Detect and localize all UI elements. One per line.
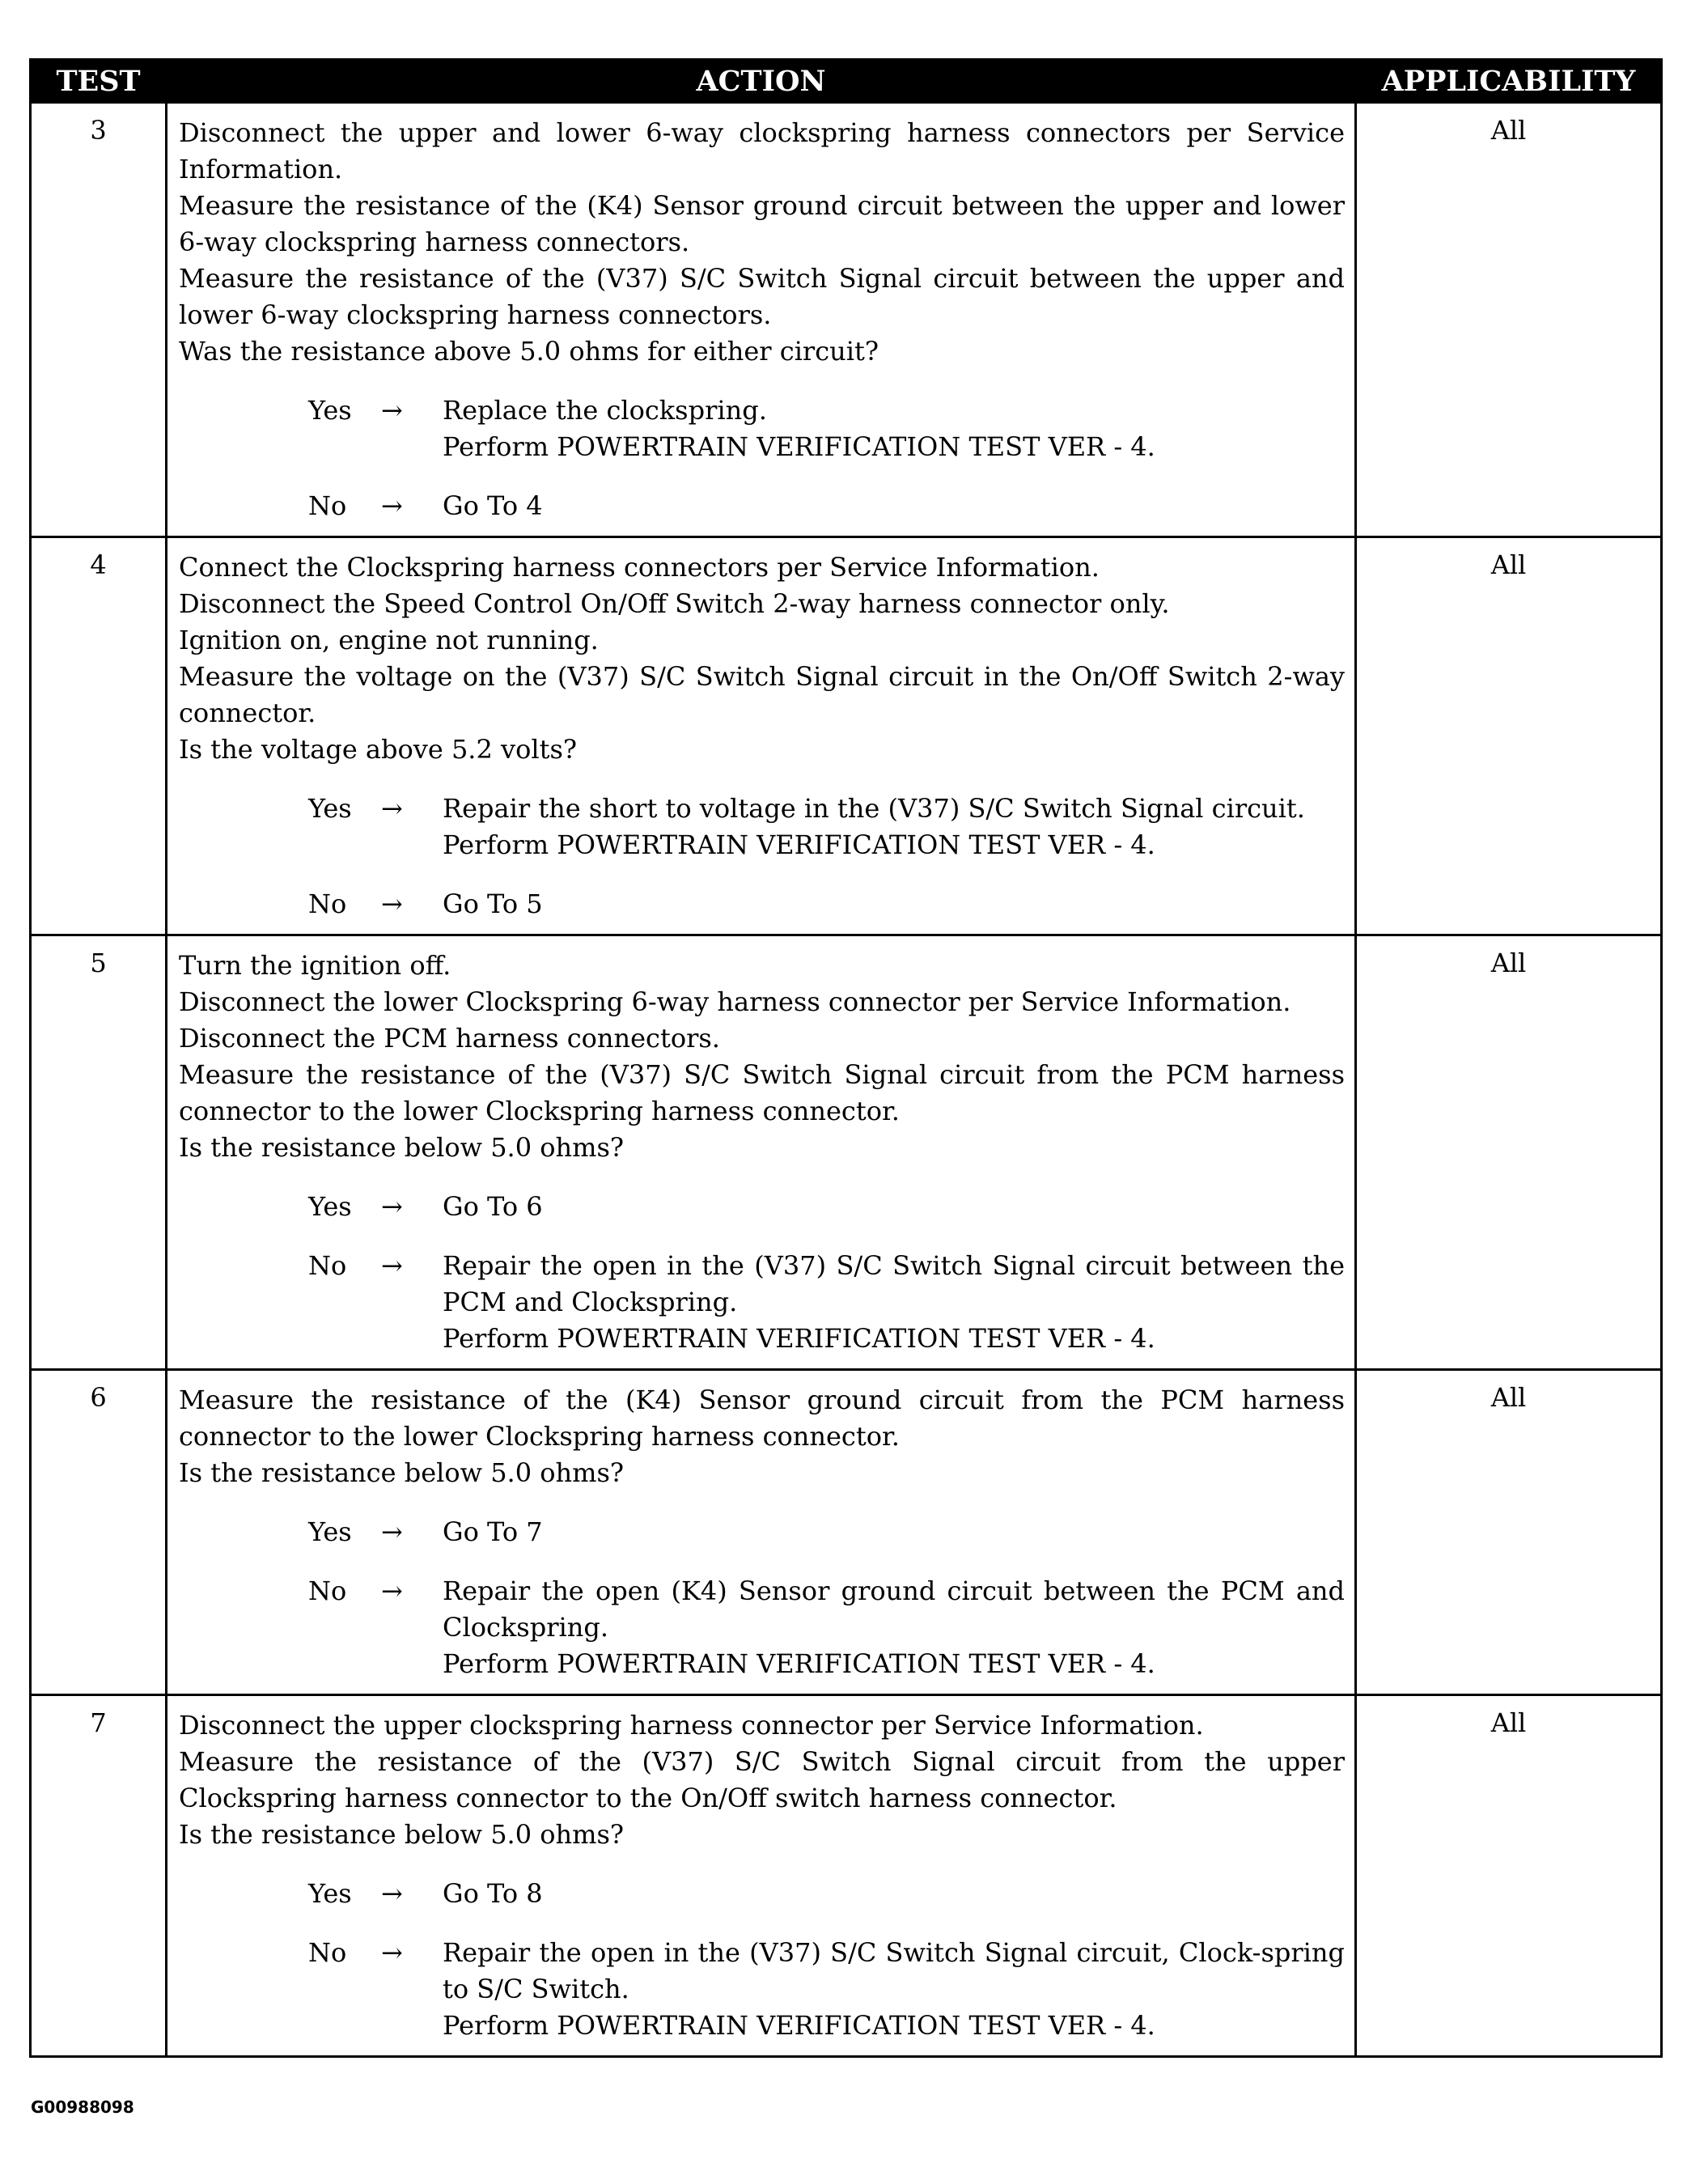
no-branch bbox=[179, 1935, 1345, 2044]
instruction-line: Measure the resistance of the (V37) S/C Switch Signal circuit from the PCM harness connector to the lower Clockspring harness connector. bbox=[179, 1059, 1345, 1126]
right-arrow-icon: → bbox=[381, 395, 403, 426]
yes-branch bbox=[179, 1876, 1345, 1912]
yes-branch bbox=[179, 392, 1345, 465]
result-line: Repair the open in the (V37) S/C Switch Signal circuit between the PCM and Clockspring. bbox=[443, 1250, 1345, 1317]
instruction-text bbox=[179, 948, 1345, 1166]
table-row bbox=[31, 1370, 1662, 1695]
instruction-text bbox=[179, 1382, 1345, 1491]
yes-result bbox=[443, 791, 1345, 863]
no-result bbox=[443, 886, 1345, 922]
right-arrow-icon: → bbox=[381, 793, 403, 824]
table-header-row bbox=[31, 60, 1662, 103]
yes-label: Yes bbox=[308, 1878, 352, 1909]
instruction-line: Measure the voltage on the (V37) S/C Switch Signal circuit in the On/Off Switch 2-way connector. bbox=[179, 661, 1345, 728]
result-line: Go To 7 bbox=[443, 1516, 543, 1547]
right-arrow-icon: → bbox=[381, 490, 403, 521]
no-label: No bbox=[308, 1575, 347, 1606]
instruction-line: Is the voltage above 5.2 volts? bbox=[179, 734, 578, 765]
result-line: Go To 6 bbox=[443, 1191, 543, 1222]
right-arrow-icon: → bbox=[381, 1575, 403, 1606]
instruction-line: Disconnect the upper and lower 6-way clockspring harness connectors per Service Information. bbox=[179, 117, 1345, 184]
applicability-cell: All bbox=[1356, 537, 1662, 935]
right-arrow-icon: → bbox=[381, 1250, 403, 1281]
action-cell bbox=[167, 1370, 1356, 1695]
action-cell bbox=[167, 935, 1356, 1370]
header-applicability: APPLICABILITY bbox=[1356, 60, 1662, 103]
action-cell bbox=[167, 103, 1356, 537]
instruction-text bbox=[179, 1707, 1345, 1853]
yes-branch bbox=[179, 1189, 1345, 1225]
yes-branch bbox=[179, 1514, 1345, 1550]
applicability-cell: All bbox=[1356, 1370, 1662, 1695]
result-line: Go To 4 bbox=[443, 490, 543, 521]
yes-result bbox=[443, 1514, 1345, 1550]
result-line: Go To 5 bbox=[443, 888, 543, 919]
result-line: Replace the clockspring. bbox=[443, 395, 767, 426]
applicability-cell: All bbox=[1356, 935, 1662, 1370]
no-branch bbox=[179, 1573, 1345, 1682]
result-line: Perform POWERTRAIN VERIFICATION TEST VER - 4. bbox=[443, 829, 1155, 860]
yes-result bbox=[443, 392, 1345, 465]
instruction-line: Disconnect the upper clockspring harness connector per Service Information. bbox=[179, 1710, 1204, 1741]
test-number: 6 bbox=[31, 1370, 167, 1695]
result-line: Perform POWERTRAIN VERIFICATION TEST VER - 4. bbox=[443, 431, 1155, 462]
instruction-text bbox=[179, 115, 1345, 370]
diagnostic-table-page bbox=[29, 58, 1660, 2058]
table-row bbox=[31, 935, 1662, 1370]
no-branch bbox=[179, 886, 1345, 922]
instruction-line: Is the resistance below 5.0 ohms? bbox=[179, 1819, 625, 1850]
test-number: 5 bbox=[31, 935, 167, 1370]
instruction-line: Measure the resistance of the (K4) Sensor ground circuit from the PCM harness connector to the lower Clockspring harness connector. bbox=[179, 1385, 1345, 1452]
no-label: No bbox=[308, 490, 347, 521]
yes-label: Yes bbox=[308, 793, 352, 824]
no-branch bbox=[179, 1248, 1345, 1357]
instruction-line: Is the resistance below 5.0 ohms? bbox=[179, 1132, 625, 1163]
no-label: No bbox=[308, 1937, 347, 1968]
no-label: No bbox=[308, 1250, 347, 1281]
yes-label: Yes bbox=[308, 395, 352, 426]
test-number: 4 bbox=[31, 537, 167, 935]
instruction-line: Disconnect the PCM harness connectors. bbox=[179, 1023, 720, 1054]
instruction-line: Turn the ignition off. bbox=[179, 950, 451, 981]
yes-label: Yes bbox=[308, 1516, 352, 1547]
no-result bbox=[443, 1573, 1345, 1682]
test-number: 3 bbox=[31, 103, 167, 537]
table-row bbox=[31, 537, 1662, 935]
right-arrow-icon: → bbox=[381, 1516, 403, 1547]
no-result bbox=[443, 488, 1345, 524]
instruction-line: Measure the resistance of the (V37) S/C Switch Signal circuit from the upper Clockspring harness connector to the On/Off switch harness connector. bbox=[179, 1746, 1345, 1813]
no-label: No bbox=[308, 888, 347, 919]
header-test: TEST bbox=[31, 60, 167, 103]
no-result bbox=[443, 1248, 1345, 1357]
table-row bbox=[31, 103, 1662, 537]
instruction-line: Measure the resistance of the (K4) Sensor ground circuit between the upper and lower 6-way clockspring harness connectors. bbox=[179, 190, 1345, 257]
result-line: Perform POWERTRAIN VERIFICATION TEST VER - 4. bbox=[443, 1648, 1155, 1679]
instruction-line: Connect the Clockspring harness connectors per Service Information. bbox=[179, 552, 1100, 583]
figure-code: G00988098 bbox=[31, 2097, 134, 2117]
right-arrow-icon: → bbox=[381, 888, 403, 919]
right-arrow-icon: → bbox=[381, 1878, 403, 1909]
instruction-line: Ignition on, engine not running. bbox=[179, 625, 599, 655]
result-line: Perform POWERTRAIN VERIFICATION TEST VER - 4. bbox=[443, 1323, 1155, 1354]
applicability-cell: All bbox=[1356, 1695, 1662, 2057]
instruction-text bbox=[179, 549, 1345, 768]
instruction-line: Measure the resistance of the (V37) S/C Switch Signal circuit between the upper and lower 6-way clockspring harness connectors. bbox=[179, 263, 1345, 330]
instruction-line: Is the resistance below 5.0 ohms? bbox=[179, 1457, 625, 1488]
instruction-line: Disconnect the Speed Control On/Off Switch 2-way harness connector only. bbox=[179, 588, 1170, 619]
result-line: Repair the short to voltage in the (V37) S/C Switch Signal circuit. bbox=[443, 793, 1305, 824]
header-action: ACTION bbox=[167, 60, 1356, 103]
yes-result bbox=[443, 1189, 1345, 1225]
right-arrow-icon: → bbox=[381, 1937, 403, 1968]
yes-label: Yes bbox=[308, 1191, 352, 1222]
yes-result bbox=[443, 1876, 1345, 1912]
result-line: Repair the open in the (V37) S/C Switch Signal circuit, Clock-spring to S/C Switch. bbox=[443, 1937, 1345, 2004]
diagnostic-test-table bbox=[29, 58, 1663, 2058]
result-line: Repair the open (K4) Sensor ground circuit between the PCM and Clockspring. bbox=[443, 1575, 1345, 1643]
action-cell bbox=[167, 537, 1356, 935]
instruction-line: Disconnect the lower Clockspring 6-way harness connector per Service Information. bbox=[179, 986, 1291, 1017]
right-arrow-icon: → bbox=[381, 1191, 403, 1222]
test-number: 7 bbox=[31, 1695, 167, 2057]
no-branch bbox=[179, 488, 1345, 524]
result-line: Perform POWERTRAIN VERIFICATION TEST VER - 4. bbox=[443, 2010, 1155, 2041]
result-line: Go To 8 bbox=[443, 1878, 543, 1909]
action-cell bbox=[167, 1695, 1356, 2057]
instruction-line: Was the resistance above 5.0 ohms for either circuit? bbox=[179, 336, 879, 367]
table-row bbox=[31, 1695, 1662, 2057]
no-result bbox=[443, 1935, 1345, 2044]
yes-branch bbox=[179, 791, 1345, 863]
applicability-cell: All bbox=[1356, 103, 1662, 537]
